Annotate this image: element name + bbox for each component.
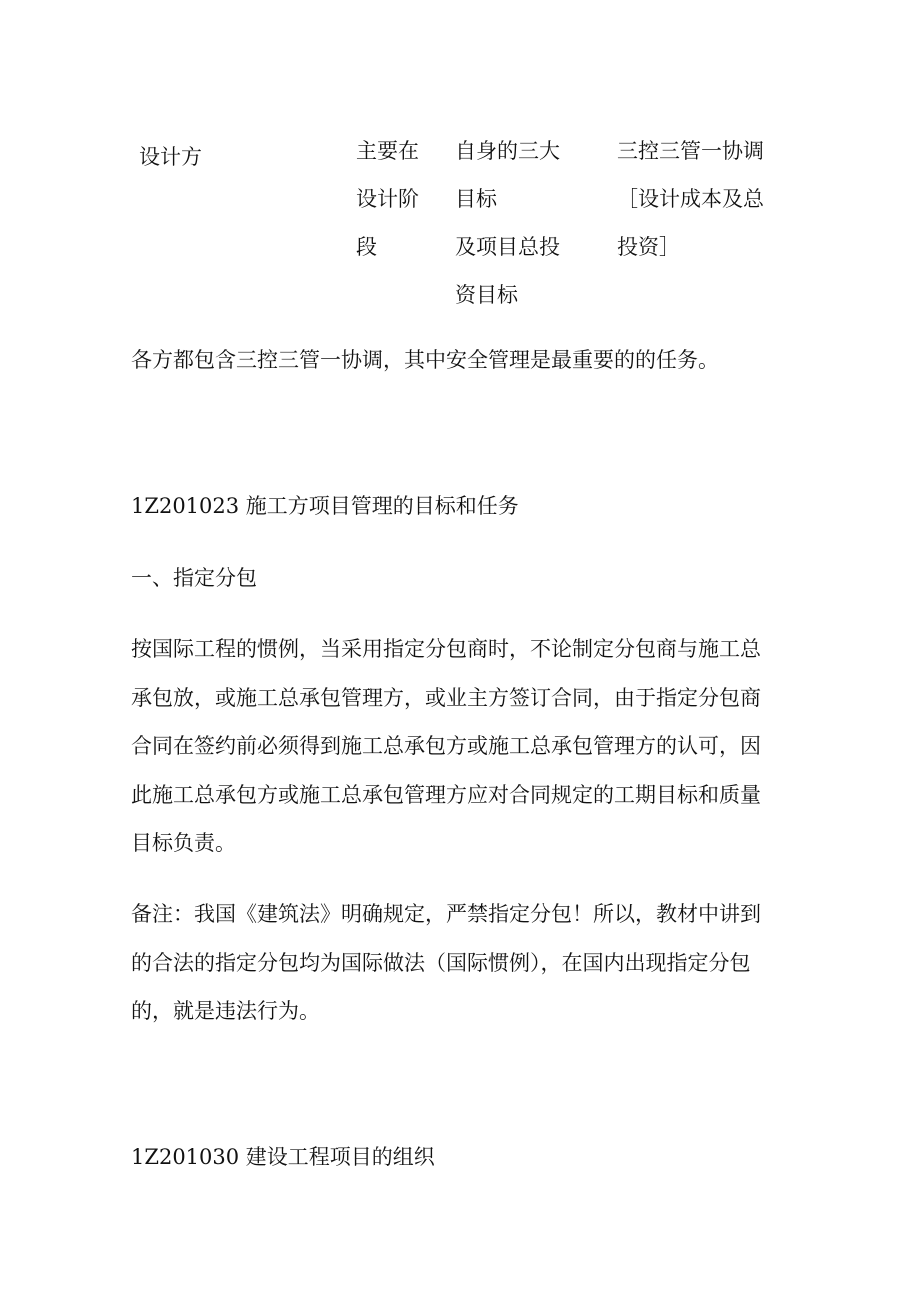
section-heading xyxy=(131,1133,793,1182)
task-line: ［设计成本及总 xyxy=(617,187,764,211)
section-title-1z201030: 1Z201030 建设工程项目的组织 xyxy=(131,1145,435,1169)
task-line: 投资］ xyxy=(617,235,680,259)
subsection-heading xyxy=(131,554,793,603)
note-paragraph xyxy=(131,890,793,1036)
stage-line: 主要在 xyxy=(356,139,419,163)
goal-line: 资目标 xyxy=(455,283,518,307)
note-line: 备注：我国《建筑法》明确规定，严禁指定分包！所以，教材中讲到 xyxy=(131,902,761,926)
table-cell-task xyxy=(617,127,764,271)
table-cell-party xyxy=(139,133,202,181)
goal-line: 目标 xyxy=(455,187,497,211)
paragraph-line: 此施工总承包方或施工总承包管理方应对合同规定的工期目标和质量 xyxy=(131,782,761,807)
table-cell-goal xyxy=(455,127,560,319)
goal-line: 及项目总投 xyxy=(455,235,560,259)
summary-paragraph xyxy=(131,336,793,385)
task-line: 三控三管一协调 xyxy=(617,139,764,163)
paragraph-line: 按国际工程的惯例，当采用指定分包商时，不论制定分包商与施工总 xyxy=(131,637,761,661)
section-heading xyxy=(131,482,793,531)
paragraph-line: 承包放，或施工总承包管理方，或业主方签订合同，由于指定分包商 xyxy=(131,685,761,710)
subsection-title-designated-subcontract: 一、指定分包 xyxy=(131,566,257,590)
section-title-1z201023: 1Z201023 施工方项目管理的目标和任务 xyxy=(131,494,519,518)
body-paragraph xyxy=(131,625,793,868)
stage-line: 设计阶 xyxy=(356,187,419,211)
note-line: 的，就是违法行为。 xyxy=(131,999,320,1023)
paragraph-line: 合同在签约前必须得到施工总承包方或施工总承包管理方的认可，因 xyxy=(131,734,761,758)
goal-line: 自身的三大 xyxy=(455,139,560,163)
stage-line: 段 xyxy=(356,235,377,259)
summary-text: 各方都包含三控三管一协调，其中安全管理是最重要的的任务。 xyxy=(131,348,719,372)
paragraph-line: 目标负责。 xyxy=(131,831,236,855)
party-label: 设计方 xyxy=(139,145,202,169)
note-line: 的合法的指定分包均为国际做法（国际惯例），在国内出现指定分包 xyxy=(131,950,751,975)
table-cell-stage xyxy=(356,127,419,271)
